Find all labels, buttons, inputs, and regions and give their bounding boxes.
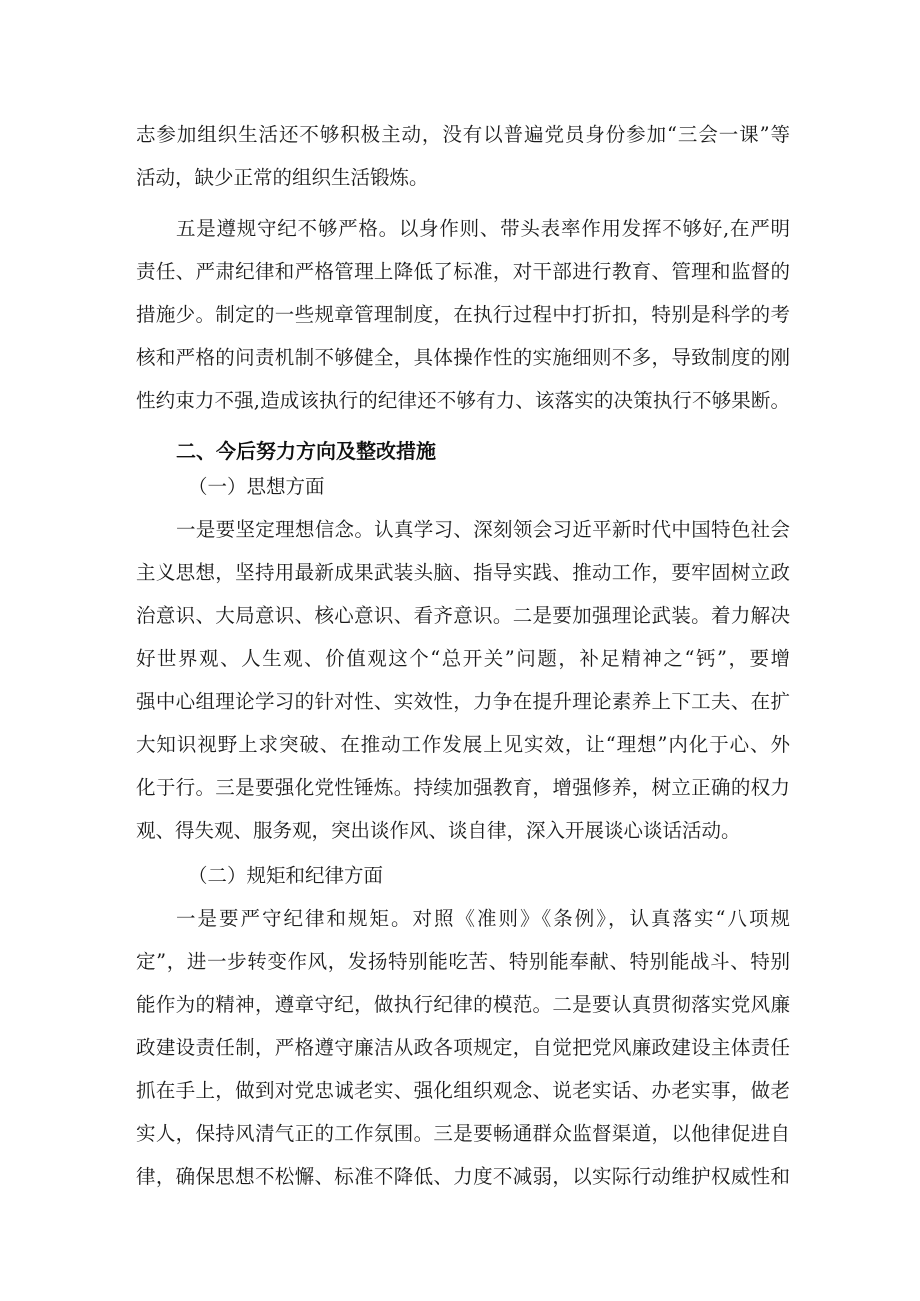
paragraph-start-line: 一是要坚定理想信念。认真学习、深刻领会习近平新时代中国特色社会 <box>176 518 790 541</box>
paragraph-start-line: 一是要严守纪律和规矩。对照《准则》《条例》，认真落实“八项规 <box>176 907 790 930</box>
text-line: 观、得失观、服务观，突出谈作风、谈自律，深入开展谈心谈话活动。 <box>136 819 741 842</box>
text-line: 能作为的精神，遵章守纪，做执行纪律的模范。二是要认真贯彻落实党风廉 <box>136 993 790 1016</box>
text-line: 主义思想，坚持用最新成果武装头脑、指导实践、推动工作，要牢固树立政 <box>136 561 790 584</box>
text-line: 活动，缺少正常的组织生活锻炼。 <box>136 166 429 189</box>
text-line: 定”，进一步转变作风，发扬特别能吃苦、特别能奉献、特别能战斗、特别 <box>136 950 790 973</box>
text-line: 措施少。制定的一些规章管理制度，在执行过程中打折扣，特别是科学的考 <box>136 303 790 326</box>
subsection-heading: （一）思想方面 <box>188 475 325 498</box>
subsection-heading: （二）规矩和纪律方面 <box>188 864 384 887</box>
text-line: 强中心组理论学习的针对性、实效性，力争在提升理论素养上下工夫、在扩 <box>136 690 790 713</box>
text-line: 化于行。三是要强化党性锤炼。持续加强教育，增强修养，树立正确的权力 <box>136 776 790 799</box>
text-line: 责任、严肃纪律和严格管理上降低了标准，对干部进行教育、管理和监督的 <box>136 260 790 283</box>
text-line: 大知识视野上求突破、在推动工作发展上见实效，让“理想”内化于心、外 <box>136 733 790 756</box>
paragraph-start-line: 五是遵规守纪不够严格。以身作则、带头表率作用发挥不够好,在严明 <box>176 217 790 240</box>
text-line: 抓在手上，做到对党忠诚老实、强化组织观念、说老实话、办老实事，做老 <box>136 1079 790 1102</box>
section-heading: 二、今后努力方向及整改措施 <box>176 439 436 463</box>
text-line: 志参加组织生活还不够积极主动，没有以普遍党员身份参加“三会一课”等 <box>136 123 790 146</box>
text-line: 好世界观、人生观、价值观这个“总开关”问题，补足精神之“钙”，要增 <box>136 647 790 670</box>
text-line: 律，确保思想不松懈、标准不降低、力度不减弱，以实际行动维护权威性和 <box>136 1165 790 1188</box>
text-line: 性约束力不强,造成该执行的纪律还不够有力、该落实的决策执行不够果断。 <box>136 389 790 412</box>
text-line: 实人，保持风清气正的工作氛围。三是要畅通群众监督渠道，以他律促进自 <box>136 1122 790 1145</box>
text-line: 治意识、大局意识、核心意识、看齐意识。二是要加强理论武装。着力解决 <box>136 604 790 627</box>
text-line: 核和严格的问责机制不够健全，具体操作性的实施细则不多，导致制度的刚 <box>136 346 790 369</box>
text-line: 政建设责任制，严格遵守廉洁从政各项规定，自觉把党风廉政建设主体责任 <box>136 1036 790 1059</box>
